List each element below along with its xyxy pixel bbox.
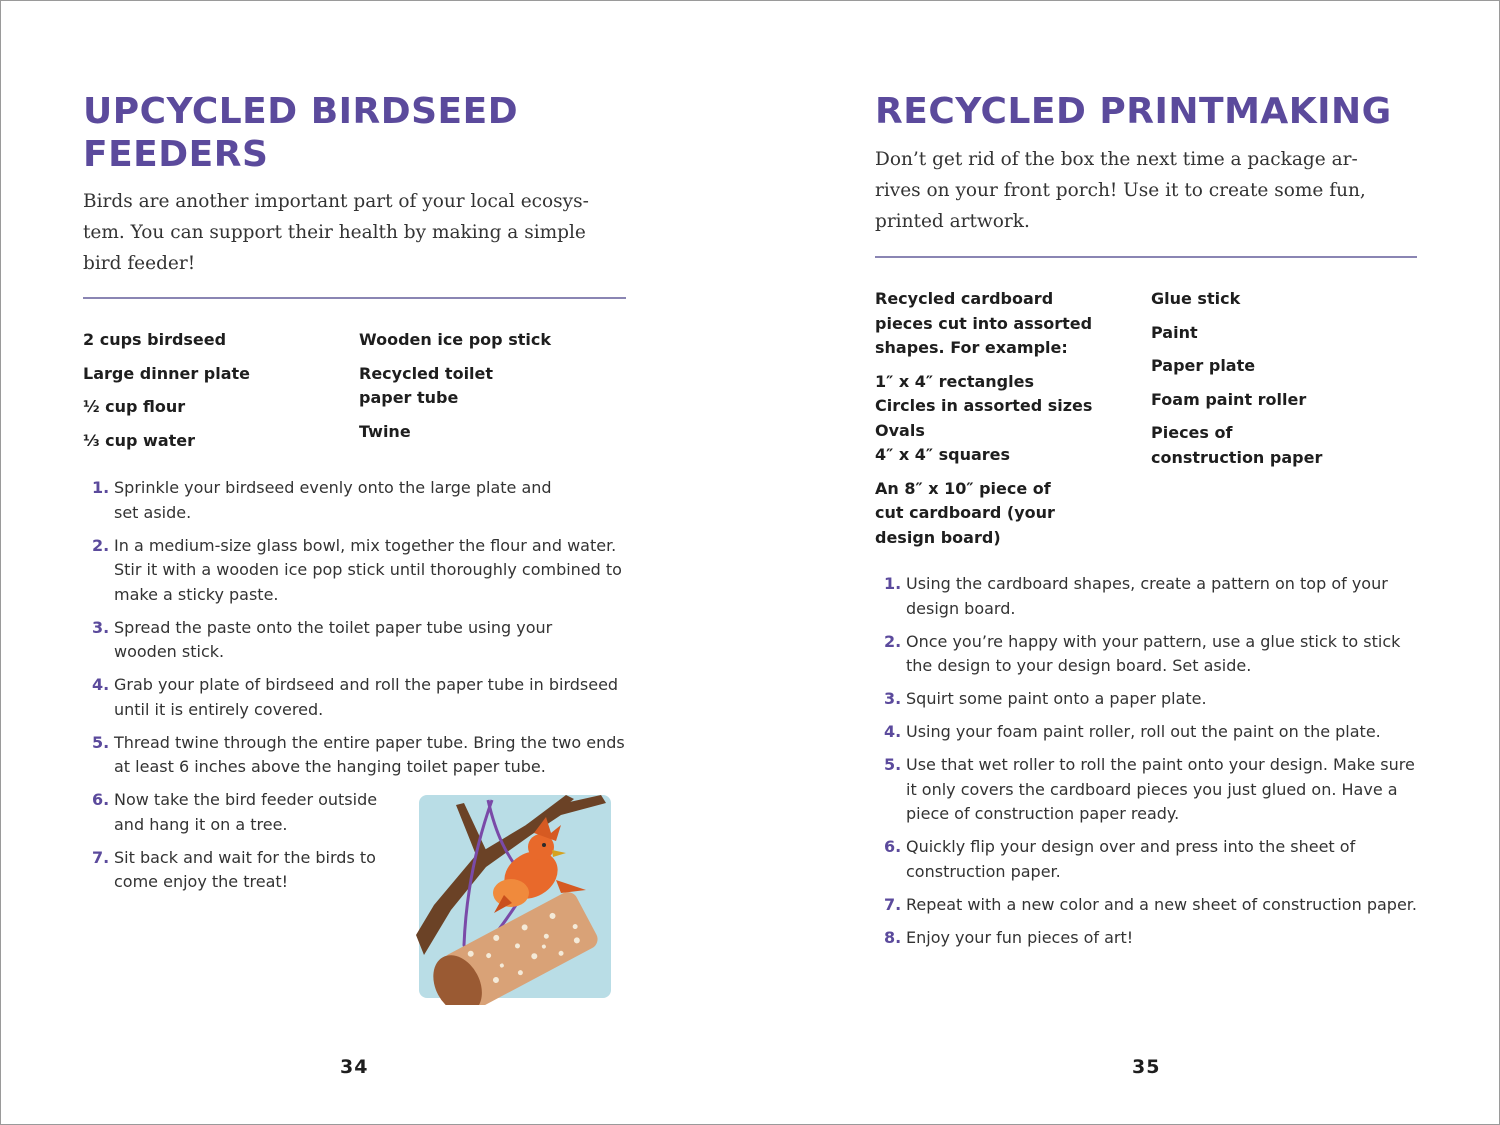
left-title-line1: UPCYCLED BIRDSEED [83,91,519,132]
material-item: Recycled cardboard pieces cut into assorted shapes. For example: [875,289,1093,357]
step-item: 5. Use that wet roller to roll the paint onto your design. Make sure it only covers the cardboard pieces you just glued on. Have a piece of construction paper ready. [884,755,1415,823]
left-title-line2: FEEDERS [83,134,269,175]
material-item: Glue stick [1151,289,1241,308]
material-item: Twine [359,421,411,441]
material-item: Paint [1151,322,1198,342]
page-number-left: 34 [340,1056,369,1078]
material-item: Recycled toilet paper tube [359,363,494,407]
left-title [83,90,518,176]
step-item: 5. Thread twine through the entire paper tube. Bring the two ends at least 6 inches above the hanging toilet paper tube. [92,732,625,776]
material-item: Pieces of construction paper [1151,423,1323,467]
right-materials-col1 [875,287,1092,559]
left-divider [83,297,626,299]
material-item: 2 cups birdseed [83,330,227,349]
step-item: 4. Grab your plate of birdseed and roll the paper tube in birdseed until it is entirely covered. [92,675,619,719]
left-materials-col1 [83,328,250,462]
right-divider [875,256,1417,258]
material-item: Paper plate [1151,356,1256,375]
page-number-right: 35 [1132,1056,1161,1078]
right-title: RECYCLED PRINTMAKING [875,91,1392,132]
bird-feeder-illustration [416,795,611,1005]
material-item: ½ cup flour [83,397,186,416]
step-item: 1. Sprinkle your birdseed evenly onto the large plate and set aside. [92,478,552,522]
step-item: 3. Squirt some paint onto a paper plate. [884,689,1207,708]
step-item: 2. In a medium-size glass bowl, mix together the flour and water. Stir it with a wooden ice pop stick until thoroughly combined to make a sticky paste. [92,535,622,604]
step-item: 7. Sit back and wait for the birds to come enjoy the treat! [92,847,376,891]
step-item: 2. Once you’re happy with your pattern, use a glue stick to stick the design to your design board. Set aside. [884,631,1401,675]
step-item: 4. Using your foam paint roller, roll out the paint on the plate. [884,722,1381,741]
right-intro: Don’t get rid of the box the next time a package ar- rives on your front porch! Use it to create some fun, printed artwork. [875,149,1366,232]
step-item: 8. Enjoy your fun pieces of art! [884,927,1134,947]
material-item: Foam paint roller [1151,389,1307,409]
step-item: 1. Using the cardboard shapes, create a pattern on top of your design board. [884,574,1388,618]
material-item: Wooden ice pop stick [359,330,551,349]
material-item: 1″ x 4″ rectangles Circles in assorted sizes Ovals 4″ x 4″ squares [875,371,1093,464]
right-steps [884,572,1444,959]
step-item: 6. Quickly flip your design over and press into the sheet of construction paper. [884,837,1356,881]
step-item: 3. Spread the paste onto the toilet paper tube using your wooden stick. [92,617,553,661]
material-item: ⅓ cup water [83,430,195,450]
right-materials-col2 [1151,287,1322,479]
step-item: 7. Repeat with a new color and a new sheet of construction paper. [884,894,1417,914]
right-page [875,0,1420,1125]
left-page [83,0,628,1125]
left-materials-col2 [359,328,551,453]
material-item: Large dinner plate [83,363,251,383]
step-item: 6. Now take the bird feeder outside and hang it on a tree. [92,790,378,834]
material-item: An 8″ x 10″ piece of cut cardboard (your design board) [875,478,1055,547]
left-intro: Birds are another important part of your local ecosys- tem. You can support their health by making a simple bird feeder! [83,191,589,274]
